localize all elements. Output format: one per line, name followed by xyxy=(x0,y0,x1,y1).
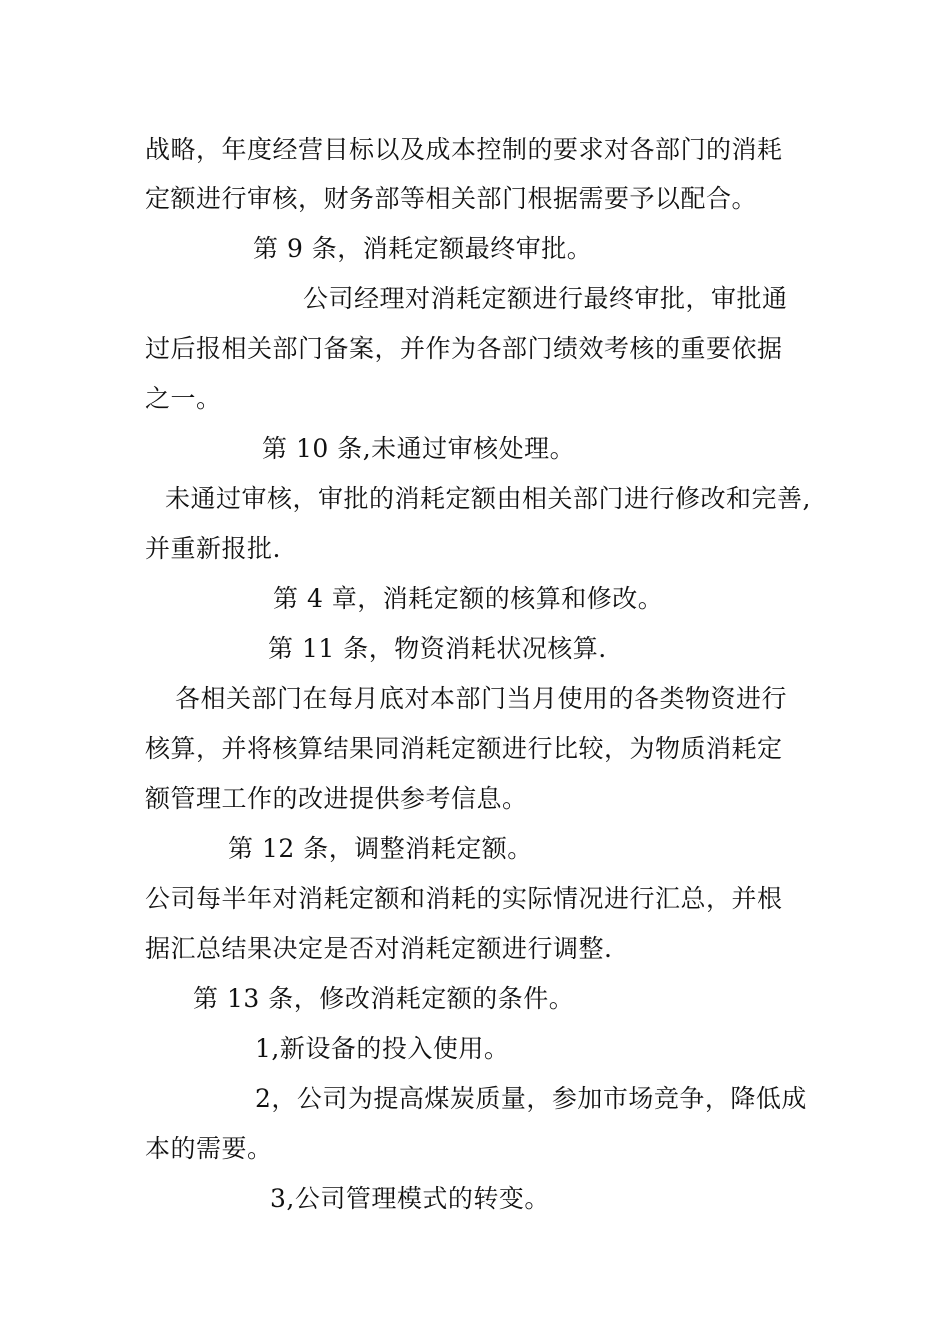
text-line: 过后报相关部门备案，并作为各部门绩效考核的重要依据 xyxy=(145,334,783,363)
chapter-heading: 第 4 章，消耗定额的核算和修改。 xyxy=(273,584,664,613)
text-line: 定额进行审核，财务部等相关部门根据需要予以配合。 xyxy=(145,184,758,213)
text-line: 公司经理对消耗定额进行最终审批，审批通 xyxy=(303,284,788,313)
article-heading: 第 10 条,未通过审核处理。 xyxy=(262,434,576,463)
list-item: 2，公司为提高煤炭质量，参加市场竞争，降低成 xyxy=(255,1084,807,1113)
list-item: 1,新设备的投入使用。 xyxy=(255,1034,510,1063)
article-heading: 第 9 条，消耗定额最终审批。 xyxy=(253,234,593,263)
text-line: 并重新报批. xyxy=(145,534,281,563)
text-line: 本的需要。 xyxy=(145,1134,273,1163)
text-line: 额管理工作的改进提供参考信息。 xyxy=(145,784,528,813)
article-heading: 第 13 条，修改消耗定额的条件。 xyxy=(193,984,575,1013)
text-line: 之一。 xyxy=(145,384,222,413)
text-line: 据汇总结果决定是否对消耗定额进行调整. xyxy=(145,934,613,963)
article-heading: 第 12 条，调整消耗定额。 xyxy=(228,834,533,863)
text-line: 未通过审核，审批的消耗定额由相关部门进行修改和完善, xyxy=(165,484,811,513)
text-line: 战略，年度经营目标以及成本控制的要求对各部门的消耗 xyxy=(145,135,783,164)
article-heading: 第 11 条，物资消耗状况核算. xyxy=(268,634,607,663)
text-line: 各相关部门在每月底对本部门当月使用的各类物资进行 xyxy=(175,684,788,713)
list-item: 3,公司管理模式的转变。 xyxy=(270,1184,550,1213)
text-line: 核算，并将核算结果同消耗定额进行比较，为物质消耗定 xyxy=(145,734,783,763)
text-line: 公司每半年对消耗定额和消耗的实际情况进行汇总，并根 xyxy=(145,884,783,913)
